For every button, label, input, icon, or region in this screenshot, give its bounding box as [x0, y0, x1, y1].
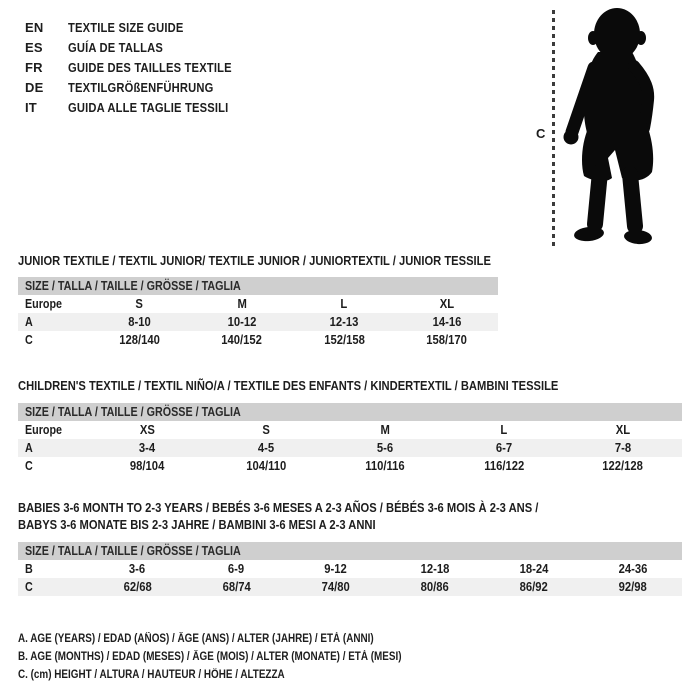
table-cell [293, 333, 396, 347]
section-title-line-2: BABYS 3-6 MONATE BIS 2-3 JAHRE / BAMBINI 3-6 MESI A 2-3 ANNI [18, 517, 376, 532]
table-cell [187, 580, 286, 594]
table-cell [396, 333, 499, 347]
height-measure-dashed-line [552, 10, 555, 247]
table-cell [207, 459, 326, 473]
footnote-line [18, 630, 464, 648]
table-cell-text: 80/86 [420, 580, 449, 594]
table-cell-text: 98/104 [130, 459, 165, 473]
language-row [25, 77, 258, 97]
table-row [18, 331, 498, 349]
table-cell-text: 104/110 [246, 459, 287, 473]
table-cell-text: M [380, 423, 390, 437]
language-title: GUIDE DES TAILLES TEXTILE [68, 59, 232, 75]
table-cell-text: 3-6 [129, 562, 146, 576]
table-cell [88, 580, 187, 594]
table-cell [385, 562, 484, 576]
table-cell-text: 24-36 [618, 562, 647, 576]
table-cell-text: L [340, 297, 348, 311]
row-label-text: A [25, 441, 33, 455]
table-cell-text: 140/152 [221, 333, 263, 347]
table-cell [396, 297, 499, 311]
size-table-babies [18, 560, 682, 596]
table-row [18, 295, 498, 313]
footnote-line [18, 666, 464, 684]
row-label-text: A [25, 315, 33, 329]
table-cell [191, 315, 294, 329]
table-cell-text: 12-13 [329, 315, 359, 329]
table-cell [326, 441, 445, 455]
table-cell [444, 459, 563, 473]
table-cell [293, 315, 396, 329]
footnote-legend [18, 630, 464, 684]
table-cell-text: 152/158 [323, 333, 365, 347]
table-cell [563, 441, 682, 455]
table-cell-text: 6-9 [228, 562, 245, 576]
language-code: IT [25, 99, 37, 115]
section-junior-textile [18, 252, 498, 349]
row-label-text: C [25, 333, 33, 347]
table-cell-text: 62/68 [123, 580, 152, 594]
row-label [18, 315, 88, 329]
height-measure-label: C [536, 126, 546, 141]
table-cell [293, 297, 396, 311]
table-cell [88, 441, 207, 455]
table-cell-text: XL [439, 297, 454, 311]
table-cell-text: 116/122 [483, 459, 524, 473]
table-cell-text: 86/92 [519, 580, 548, 594]
language-row [25, 97, 258, 117]
table-cell-text: 68/74 [222, 580, 251, 594]
language-row [25, 17, 258, 37]
row-label-text: B [25, 562, 33, 576]
row-label-text: Europe [25, 423, 63, 437]
footnote-text: C. (cm) HEIGHT / ALTURA / HAUTEUR / HÖHE / ALTEZZA [18, 669, 285, 681]
table-cell-text: 12-18 [420, 562, 449, 576]
row-label [18, 441, 88, 455]
language-list [25, 17, 258, 117]
table-cell [191, 333, 294, 347]
table-cell [396, 315, 499, 329]
table-cell [484, 562, 583, 576]
table-row [18, 313, 498, 331]
row-label [18, 333, 88, 347]
row-label-text: C [25, 580, 33, 594]
table-cell [484, 580, 583, 594]
table-cell [88, 297, 191, 311]
table-row [18, 439, 682, 457]
row-label-text: Europe [25, 297, 63, 311]
table-cell-text: 4-5 [258, 441, 275, 455]
table-cell [286, 562, 385, 576]
table-cell [326, 459, 445, 473]
table-cell [444, 423, 563, 437]
table-cell-text: 122/128 [602, 459, 643, 473]
table-cell-text: 110/116 [365, 459, 405, 473]
row-label [18, 423, 88, 437]
table-cell [88, 562, 187, 576]
language-code: FR [25, 59, 43, 75]
table-cell [207, 423, 326, 437]
table-cell-text: 18-24 [519, 562, 548, 576]
table-cell [88, 423, 207, 437]
table-cell-text: 10-12 [227, 315, 257, 329]
table-cell-text: 74/80 [321, 580, 350, 594]
table-cell [191, 297, 294, 311]
section-title: JUNIOR TEXTILE / TEXTIL JUNIOR/ TEXTILE JUNIOR / JUNIORTEXTIL / JUNIOR TESSILE [18, 253, 491, 268]
size-header-bar: SIZE / TALLA / TAILLE / GRÖSSE / TAGLIA [18, 542, 682, 560]
table-cell [326, 423, 445, 437]
table-cell [88, 459, 207, 473]
table-cell-text: 9-12 [324, 562, 347, 576]
section-babies-textile [18, 499, 682, 596]
table-cell-text: 92/98 [618, 580, 647, 594]
size-table-junior [18, 295, 498, 349]
table-row [18, 457, 682, 475]
table-row [18, 578, 682, 596]
table-cell-text: S [262, 423, 270, 437]
table-cell [583, 580, 682, 594]
table-cell-text: 7-8 [614, 441, 631, 455]
language-title: GUIDA ALLE TAGLIE TESSILI [68, 99, 229, 115]
size-header-bar: SIZE / TALLA / TAILLE / GRÖSSE / TAGLIA [18, 403, 682, 421]
row-label [18, 297, 88, 311]
table-row [18, 421, 682, 439]
table-cell [385, 580, 484, 594]
row-label [18, 580, 88, 594]
language-code: EN [25, 19, 44, 35]
language-row [25, 57, 258, 77]
row-label [18, 459, 88, 473]
table-cell [207, 441, 326, 455]
table-cell-text: 158/170 [426, 333, 468, 347]
row-label [18, 562, 88, 576]
table-cell-text: 5-6 [376, 441, 394, 455]
language-title: GUÍA DE TALLAS [68, 39, 163, 55]
table-cell [444, 441, 563, 455]
table-cell [563, 423, 682, 437]
table-row [18, 560, 682, 578]
table-cell [187, 562, 286, 576]
language-code: DE [25, 79, 44, 95]
footnote-line [18, 648, 464, 666]
size-header-bar: SIZE / TALLA / TAILLE / GRÖSSE / TAGLIA [18, 277, 498, 295]
section-title: CHILDREN'S TEXTILE / TEXTIL NIÑO/A / TEXTILE DES ENFANTS / KINDERTEXTIL / BAMBINI TESSILE [18, 378, 559, 393]
table-cell-text: S [135, 297, 144, 311]
table-cell-text: 8-10 [127, 315, 151, 329]
table-cell [286, 580, 385, 594]
table-cell-text: M [237, 297, 247, 311]
table-cell-text: XS [139, 423, 155, 437]
language-row [25, 37, 258, 57]
section-title-line-1: BABIES 3-6 MONTH TO 2-3 YEARS / BEBÉS 3-6 MESES A 2-3 AÑOS / BÉBÉS 3-6 MOIS À 2-3 ANS / [18, 500, 539, 515]
language-title: TEXTILGRÖßENFÜHRUNG [68, 79, 214, 95]
table-cell-text: 3-4 [139, 441, 156, 455]
table-cell [88, 333, 191, 347]
toddler-silhouette-icon [558, 6, 670, 248]
size-table-children [18, 421, 682, 475]
table-cell-text: 6-7 [495, 441, 512, 455]
table-cell [563, 459, 682, 473]
table-cell [583, 562, 682, 576]
footnote-text: B. AGE (MONTHS) / EDAD (MESES) / ÂGE (MOIS) / ALTER (MONATE) / ETÀ (MESI) [18, 651, 402, 663]
table-cell [88, 315, 191, 329]
table-cell-text: 128/140 [118, 333, 160, 347]
language-title: TEXTILE SIZE GUIDE [68, 19, 184, 35]
section-childrens-textile [18, 377, 682, 475]
row-label-text: C [25, 459, 33, 473]
table-cell-text: XL [615, 423, 630, 437]
language-code: ES [25, 39, 43, 55]
table-cell-text: L [500, 423, 508, 437]
footnote-text: A. AGE (YEARS) / EDAD (AÑOS) / ÂGE (ANS) / ALTER (JAHRE) / ETÀ (ANNI) [18, 633, 374, 645]
table-cell-text: 14-16 [432, 315, 462, 329]
